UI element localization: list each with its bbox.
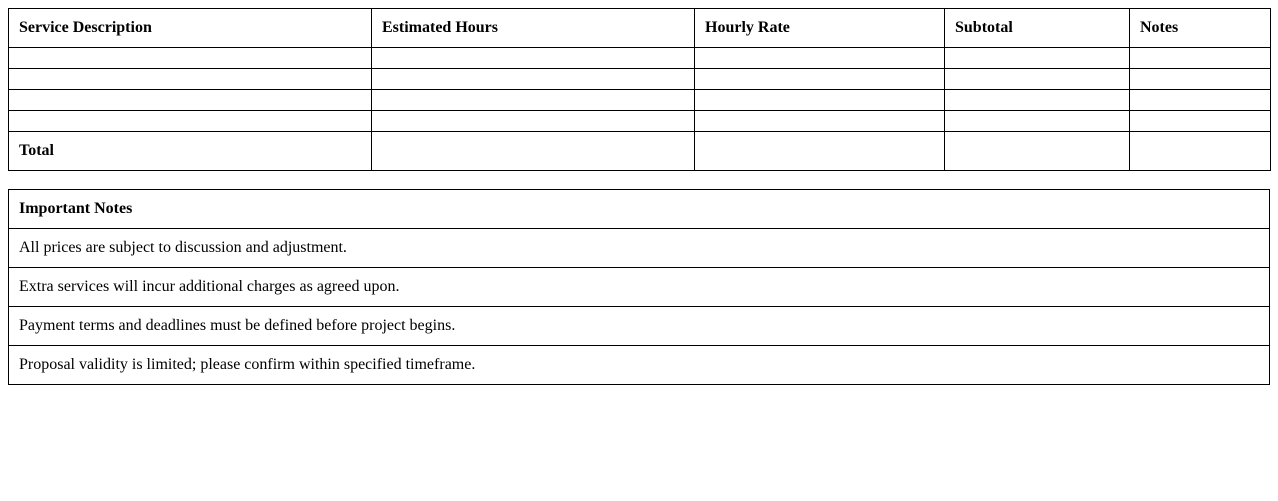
table-row	[9, 90, 1271, 111]
table-cell	[945, 48, 1130, 69]
note-text: All prices are subject to discussion and adjustment.	[9, 229, 1270, 268]
table-row	[9, 48, 1271, 69]
total-label: Total	[9, 132, 372, 171]
total-subtotal-cell	[945, 132, 1130, 171]
table-cell	[695, 90, 945, 111]
note-text: Payment terms and deadlines must be defined before project begins.	[9, 307, 1270, 346]
table-cell	[9, 111, 372, 132]
total-row	[9, 132, 1271, 171]
total-estimated-hours-cell	[372, 132, 695, 171]
pricing-table	[8, 8, 1271, 171]
column-header-hourly-rate: Hourly Rate	[695, 9, 945, 48]
total-hourly-rate-cell	[695, 132, 945, 171]
note-text: Proposal validity is limited; please confirm within specified timeframe.	[9, 346, 1270, 385]
table-row	[9, 69, 1271, 90]
table-cell	[372, 90, 695, 111]
note-text: Extra services will incur additional charges as agreed upon.	[9, 268, 1270, 307]
table-cell	[9, 90, 372, 111]
table-cell	[1130, 48, 1271, 69]
table-cell	[945, 69, 1130, 90]
table-cell	[9, 69, 372, 90]
table-cell	[695, 69, 945, 90]
table-cell	[695, 111, 945, 132]
list-item	[9, 229, 1270, 268]
list-item	[9, 307, 1270, 346]
table-cell	[945, 90, 1130, 111]
table-cell	[695, 48, 945, 69]
list-item	[9, 346, 1270, 385]
important-notes-table	[8, 189, 1270, 385]
table-cell	[1130, 69, 1271, 90]
column-header-subtotal: Subtotal	[945, 9, 1130, 48]
table-cell	[1130, 90, 1271, 111]
list-item	[9, 268, 1270, 307]
total-notes-cell	[1130, 132, 1271, 171]
table-header-row	[9, 9, 1271, 48]
table-cell	[945, 111, 1130, 132]
column-header-service-description: Service Description	[9, 9, 372, 48]
notes-heading-row	[9, 190, 1270, 229]
table-cell	[372, 48, 695, 69]
table-cell	[1130, 111, 1271, 132]
table-cell	[372, 111, 695, 132]
notes-heading: Important Notes	[9, 190, 1270, 229]
column-header-notes: Notes	[1130, 9, 1271, 48]
table-row	[9, 111, 1271, 132]
table-cell	[372, 69, 695, 90]
column-header-estimated-hours: Estimated Hours	[372, 9, 695, 48]
table-cell	[9, 48, 372, 69]
